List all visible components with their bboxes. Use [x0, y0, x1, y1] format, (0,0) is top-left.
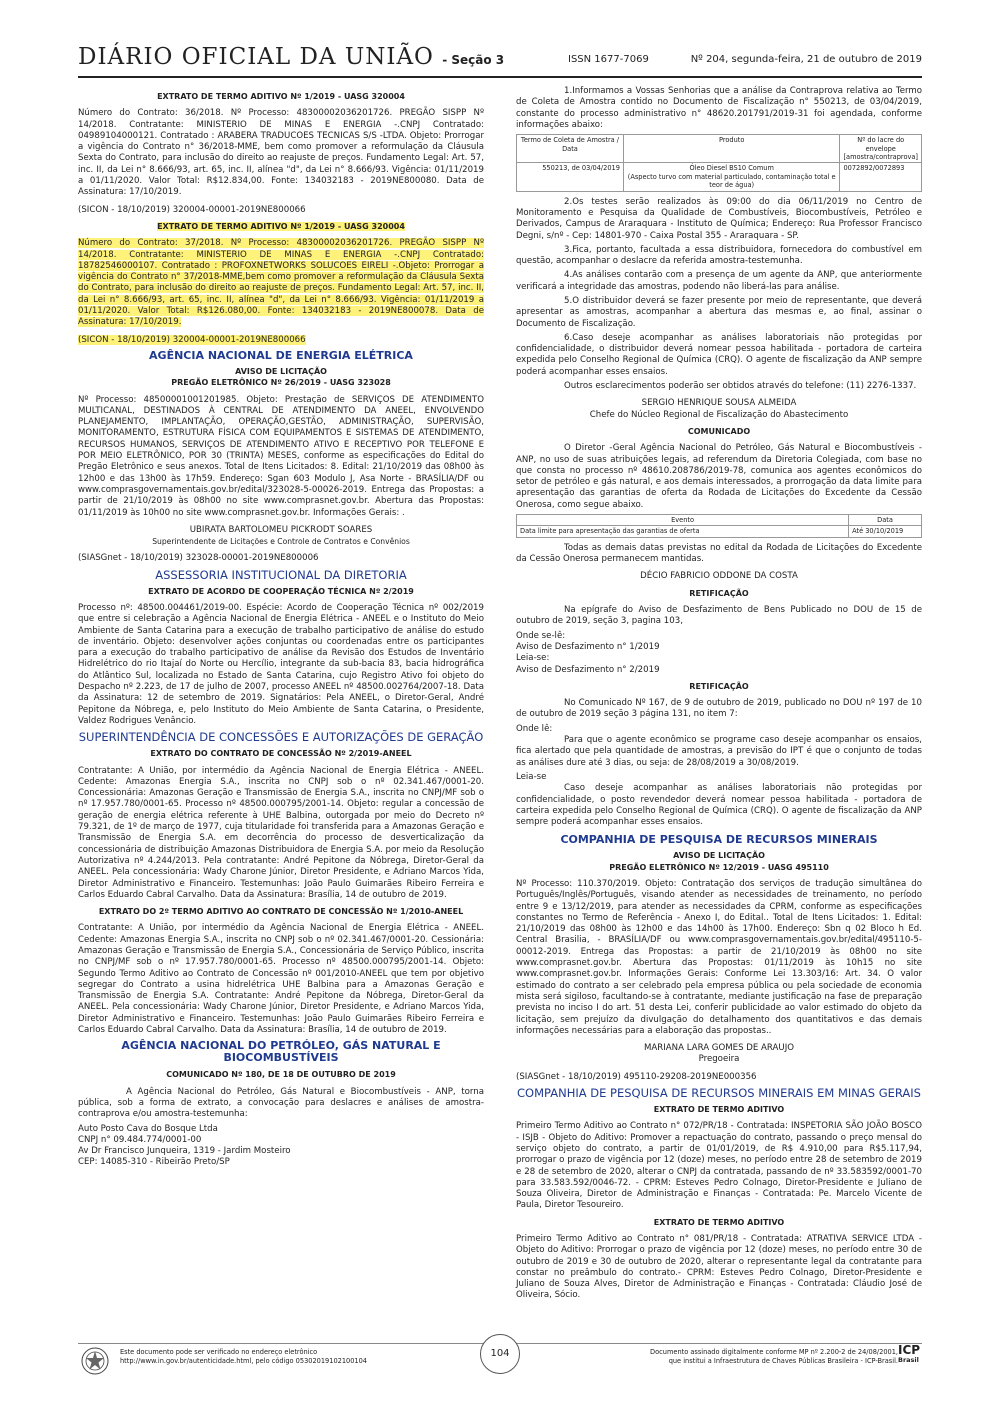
table-header: Nº do lacre do envelope [amostra/contraprova]: [840, 135, 922, 163]
section-heading: EXTRATO DO CONTRATO DE CONCESSÃO Nº 2/2019-ANEEL: [150, 749, 412, 759]
left-column: [78, 86, 484, 1169]
table-row: [517, 163, 922, 191]
product-note: (Aspecto turvo com material particulado, contaminação total e teor de água): [627, 172, 836, 190]
table-header: Evento: [517, 515, 849, 526]
footer-text: Este documento pode ser verificado no endereço eletrônico: [120, 1348, 318, 1356]
section-heading: EXTRATO DO 2º TERMO ADITIVO AO CONTRATO DE CONCESSÃO Nº 1/2010-ANEEL: [98, 907, 464, 917]
body-text: Para que o agente econômico se programe caso deseje acompanhar os ensaios, fica alertado que pela quantidade de amostras, a previsão do IPT é que o conjunto de todas as análises dure até 3 dias, ou seja: de 28/08/2019 a 30/08/2019.: [516, 735, 922, 768]
footer-text: que institui a Infraestrutura de Chaves Públicas Brasileira - ICP-Brasil.: [668, 1357, 898, 1365]
table-cell: Data limite para apresentação das garantias de oferta: [517, 526, 849, 537]
body-text: Contratante: A União, por intermédio da Agência Nacional de Energia Elétrica - ANEEL. Cedente: Amazonas Energia S.A., inscrita no CNPJ sob o nº 02.341.467/0001-20. Cessionária: Amazonas Geração e Transmissão de Energia S.A., Concessionária de Serviço Público, inscrita no CNPJ/MF sob o nº 17.957.780/0001-65. Processo nº 48500.000795/2001-14. Objeto: Segundo Termo Aditivo ao Contrato de Concessão nº 001/2010-ANEEL que tem por objetivo segregar do Contrato a usina hidrelétrica UHE Balbina para a Amazonas Geração e Transmissão de Energia S.A. Contratante: André Pepitone da Nóbrega, Diretor-Geral da ANEEL. Pela concessionária: Wady Charone Júnior, Diretor Presidente, e Adriano Marcos Yida, Diretor Administrativo e Financeiro. Testemunhas: João Paulo Guimarães Ribeiro Ferreira e Carlos Eduardo Cabral Carvalho. Data da Assinatura: Brasília, 14 de outubro de 2019.: [78, 923, 484, 1036]
product-name: Óleo Diesel BS10 Comum: [689, 164, 774, 173]
table-header: Data: [849, 515, 922, 526]
address-line: CEP: 14085-310 - Ribeirão Preto/SP: [78, 1157, 230, 1168]
address-line: Av Dr Francisco Junqueira, 1319 - Jardim Mosteiro: [78, 1146, 291, 1157]
coat-of-arms-icon: [80, 1346, 110, 1376]
org-title: COMPANHIA DE PESQUISA DE RECURSOS MINERAIS EM MINAS GERAIS: [517, 1086, 921, 1101]
section-heading: EXTRATO DE ACORDO DE COOPERAÇÃO TÉCNICA Nº 2/2019: [148, 586, 414, 596]
section-heading: RETIFICAÇÃO: [689, 588, 749, 598]
body-text: No Comunicado Nº 167, de 9 de outubro de 2019, publicado no DOU nº 197 de 10 de outubro de 2019 seção 3 página 131, no item 7:: [516, 698, 922, 720]
signature-role: Pregoeira: [698, 1054, 740, 1065]
body-text: Na epígrafe do Aviso de Desfazimento de Bens Publicado no DOU de 15 de outubro de 2019, seção 3, pagina 103,: [516, 605, 922, 627]
body-text: Outros esclarecimentos poderão ser obtidos através do telefone: (11) 2276-1337.: [564, 381, 917, 392]
deadline-table: [516, 514, 922, 538]
table-cell: [623, 163, 840, 191]
issn: ISSN 1677-7069: [568, 54, 649, 65]
section-heading: RETIFICAÇÃO: [689, 681, 749, 691]
table-header-row: [517, 135, 922, 163]
section-heading: COMUNICADO: [687, 426, 751, 436]
org-title: ASSESSORIA INSTITUCIONAL DA DIRETORIA: [155, 567, 407, 582]
table-cell: 0072892/0072893: [840, 163, 922, 191]
body-text: Contratante: A União, por intermédio da Agência Nacional de Energia Elétrica - ANEEL. Cedente: Amazonas Energia S.A., inscrita no CNPJ sob o nº 02.341.467/0001-20. Concessionária: Amazonas Geração e Transmissão de Energia S.A., inscrita no CNPJ/MF sob o nº 17.957.780/0001-65. Processo nº 48500.000795/2001-14. Objeto: regular a concessão de geração de energia elétrica referente à UHE Balbina, outorgada por meio do Decreto nº 79.321, de 1º de março de 1977, cuja titularidade foi transferida para a Amazonas Geração e Transmissão de Energia S.A. em decorrência do processo de desverticalização da concessionária de distribuição Amazonas Distribuidora de Energia S.A. por meio da Resolução Autorizativa nº 4.244/2013. Pela contratante: André Pepitone da Nóbrega, Diretor-Geral da ANEEL. Pela concessionária: Wady Charone Júnior, Diretor Presidente, e Adriano Marcos Yida, Diretor Administrativo e Financeiro. Testemunhas: João Paulo Guimarães Ribeiro Ferreira e Carlos Eduardo Cabral Carvalho. Data da Assinatura: Brasília, 14 de outubro de 2019.: [78, 765, 484, 900]
highlighted-body-text: Número do Contrato: 37/2018. Nº Processo: 48300002036201726. PREGÃO SISPP Nº 14/2018. Contratante: MINISTERIO DE MINAS E ENERGIA -.CNPJ Contratado: 18782546000107. Contratado : PROFOXNETWORKS SOLUCOES EIRELI -.Objeto: Prorrogar a vigência do Contrato n° 37/2018-MME,bem como promover a reformulação da Cláusula Sexta do Contrato, para inclusão do direito ao reajuste de preços. Fundamento Legal: Art. 57, inc. II, da Lei n° 8.666/93, art. 65, inc. II, alínea "d", da Lei n° 8.666/93. Vigência: 01/11/2019 a 01/11/2020. Valor Total: R$126.080,00. Fonte: 134032183 - 2019NE800078. Data de Assinatura: 17/10/2019.: [78, 238, 484, 328]
body-text: 6.Caso deseje acompanhar as análises laboratoriais não protegidas por confidencialidade, o distribuidor deverá nomear pessoa habilitada - portadora de carteira expedida pelo Conselho Regional de Química (CRQ). O agente de fiscalização da ANP sempre poderá acompanhar esses ensaios.: [516, 332, 922, 377]
title-text: DIÁRIO OFICIAL DA UNIÃO: [78, 44, 434, 70]
icp-logo-text: ICP: [898, 1343, 921, 1357]
footer-verification: [120, 1348, 367, 1366]
footer-text: Documento assinado digitalmente conforme MP nº 2.200-2 de 24/08/2001,: [650, 1348, 898, 1356]
text-line: Aviso de Desfazimento n° 2/2019: [516, 664, 660, 675]
text-line: Onde se-lê:: [516, 630, 566, 641]
table-header: Produto: [623, 135, 840, 163]
body-text: 4.As análises contarão com a presença de um agente da ANP, que anteriormente verificará a integridade das amostras, podendo não liberá-las para análise.: [516, 270, 922, 292]
newspaper-title: [78, 44, 504, 70]
body-text: A Agência Nacional do Petróleo, Gás Natural e Biocombustíveis - ANP, torna pública, sob a forma de extrato, a convocação para deslacres e análises de amostra-contraprova e/ou amostra-testemunha:: [78, 1086, 484, 1120]
org-title: SUPERINTENDÊNCIA DE CONCESSÕES E AUTORIZAÇÕES DE GERAÇÃO: [78, 730, 484, 745]
icp-brasil-logo: [898, 1344, 924, 1364]
body-text: 5.O distribuidor deverá se fazer presente por meio de representante, que deverá apresentar as amostras, acompanhar a abertura das mesmas e, ao final, assinar o Documento de Fiscalização.: [516, 296, 922, 329]
page-number: 104: [480, 1334, 520, 1374]
section-heading: EXTRATO DE TERMO ADITIVO: [653, 1105, 785, 1115]
body-text: O Diretor -Geral Agência Nacional do Petróleo, Gás Natural e Biocombustíveis - ANP, no uso de suas atribuições legais, ad referendum da Diretoria Colegiada, com base no que consta no processo nº 48610.208786/2019-78, comunica aos agentes econômicos do setor de petróleo e gás natural, e aos demais interessados, a prorrogação da data limite para apresentação das garantias de oferta da Rodada de Licitações do Excedente da Cessão Onerosa, como segue abaixo.: [516, 443, 922, 510]
siasg-ref: (SIASGnet - 18/10/2019) 323028-00001-2019NE800006: [78, 553, 319, 564]
table-cell: 550213, de 03/04/2019: [517, 163, 624, 191]
table-header-row: [517, 515, 922, 526]
body-text: Primeiro Termo Aditivo ao Contrato n° 072/PR/18 - Contratada: INSPETORIA SÃO JOÃO BOSCO - ISJB - Objeto do Aditivo: Promover a repactuação do contrato, passando o preço mensal do serviço objeto do contrato, a partir de 01/01/2019, de R$ 4.910,00 para R$5.117,94, prorrogar o prazo de vigência por 12 (doze) meses, no período entre 28 de setembro de 2019 e 28 de setembro de 2020, alterar o CNPJ da contratada, passando de nº 33.583592/0001-70 para 33.583.592/0046-72. - CPRM: Esteves Pedro Colnago, Diretor-Presidente e Juliano de Souza Oliveira, Diretor de Administração e Finanças - Contratada: Pe. Marcelo Vicente de Paula, Diretor Tesoureiro.: [516, 1121, 922, 1211]
verification-link[interactable]: http://www.in.gov.br/autenticidade.html, pelo código 05302019102100104: [120, 1357, 368, 1365]
body-text: Número do Contrato: 36/2018. Nº Processo: 48300002036201726. PREGÃO SISPP Nº 14/2018. Contratante: MINISTERIO DE MINAS E ENERGIA -.CNPJ Contratado: 04989104000121. Contratado : ARABERA TRADUCOES TECNICAS S/S -LTDA. Objeto: Prorrogar a vigência do Contrato n° 36/2018-MME, bem como promover a reformulação da Cláusula Sexta do Contrato, para inclusão do direito ao reajuste de preços. Fundamento Legal: Art. 57, inc. II, da Lei n° 8.666/93, art. 65, inc. II, alínea "d", da Lei n° 8.666/93. Vigência: 01/11/2019 a 01/11/2020. Valor Total: R$12.834,00. Fonte: 134032183 - 2019NE800080. Data de Assinatura: 17/10/2019.: [78, 108, 484, 198]
footer-signature: [650, 1348, 898, 1366]
signature-name: SERGIO HENRIQUE SOUSA ALMEIDA: [641, 398, 797, 409]
table-header: Termo de Coleta de Amostra / Data: [517, 135, 624, 163]
body-text: Todas as demais datas previstas no edital da Rodada de Licitações do Excedente da Cessão Onerosa permanecem mantidas.: [516, 542, 922, 565]
sample-table: [516, 134, 922, 191]
text-line: Onde lê:: [516, 723, 553, 734]
body-text: 3.Fica, portanto, facultada a essa distribuidora, fornecedora do combustível em questão, acompanhar o deslacre da referida amostra-testemunha.: [516, 244, 922, 267]
section-heading: EXTRATO DE TERMO ADITIVO Nº 1/2019 - UASG 320004: [157, 92, 405, 101]
section-heading: COMUNICADO Nº 180, DE 18 DE OUTUBRO DE 2019: [166, 1070, 396, 1080]
text-line: Leia-se:: [516, 653, 550, 664]
right-column: [516, 86, 922, 1305]
signature-role: Chefe do Núcleo Regional de Fiscalização do Abastecimento: [589, 409, 849, 420]
highlighted-body: [78, 238, 484, 328]
section-heading: AVISO DE LICITAÇÃO: [673, 851, 765, 861]
highlighted-sicon-text: (SICON - 18/10/2019) 320004-00001-2019NE800066: [78, 334, 306, 345]
signature-role: Superintendente de Licitações e Controle de Contratos e Convênios: [152, 537, 410, 547]
body-text: Processo nº: 48500.004461/2019-00. Espécie: Acordo de Cooperação Técnica nº 002/2019 que entre si celebração a Agência Nacional de Energia Elétrica - ANEEL e o Instituto do Meio Ambiente de Santa Catarina para a execução de trabalho participativo de análise do estudo de inventário. Objeto: desenvolver ações conjuntas ou coordenadas entre os participantes para a execução do trabalho participativo de análise da Revisão dos Estudos de Inventário Hidrelétrico do rio Itajaí do Norte ou Hercílio, integrante da sub-bacia 83, bacia hidrográfica do Atlântico Sul, localizada no Estado de Santa Catarina, cujo Registro Ativo foi objeto do Despacho nº 2.223, de 17 de julho de 2007, processo ANEEL nº 48500.002764/2007-18. Data da Assinatura: 12 de setembro de 2019. Signatários: Pela ANEEL, o Diretor-Geral, André Pepitone da Nóbrega, e, pelo Instituto do Meio Ambiente de Santa Catarina, o Presidente, Valdez Rodrigues Venâncio.: [78, 602, 484, 726]
text-line: Aviso de Desfazimento n° 1/2019: [516, 641, 660, 652]
signature-name: MARIANA LARA GOMES DE ARAUJO: [643, 1043, 795, 1054]
signature-name: UBIRATA BARTOLOMEU PICKRODT SOARES: [189, 524, 373, 535]
address-line: CNPJ n° 09.484.774/0001-00: [78, 1134, 202, 1145]
address-line: Auto Posto Cava do Bosque Ltda: [78, 1123, 218, 1134]
signature: [78, 525, 484, 548]
siasg-ref: (SIASGnet - 18/10/2019) 495110-29208-2019NE000356: [516, 1071, 757, 1082]
highlighted-heading-text: EXTRATO DE TERMO ADITIVO Nº 1/2019 - UASG 320004: [157, 221, 405, 231]
signature: [516, 398, 922, 421]
masthead: [78, 44, 922, 72]
body-text: Nº Processo: 48500001001201985. Objeto: Prestação de SERVIÇOS DE ATENDIMENTO MULTICANAL, DESTINADOS À CENTRAL DE ATENDIMENTO DA ANEEL, ENVOLVENDO PLANEJAMENTO, IMPLANTAÇÃO, OPERAÇÃO,GESTÃO, ADMINISTRAÇÃO, SUPERVISÃO, MONITORAMENTO, ESTRUTURA FÍSICA COM EQUIPAMENTOS E SISTEMAS DE ATENDIMENTO, RECURSOS HUMANOS, SERVIÇOS DE ATENDIMENTO ATIVO E RECEPTIVO POR TELEFONE E POR MEIO ELETRÔNICO, POR 30 (TRINTA) MESES, conforme as especificações do Edital do Pregão Eletrônico e seus anexos. Total de Itens Licitados: 8. Edital: 21/10/2019 das 08h00 às 12h00 e das 13h00 às 17h59. Endereço: Sgan 603 Modulo J, Asa Norte - BRASÍLIA/DF ou www.comprasgovernamentais.gov.br/edital/323028-5-00026-2019. Entrega das Propostas: a partir de 21/10/2019 às 08h00 no site www.comprasnet.gov.br. Abertura das Propostas: 01/11/2019 às 10h00 no site www.comprasnet.gov.br. Informações Gerais: .: [78, 394, 484, 518]
edition-date: Nº 204, segunda-feira, 21 de outubro de 2019: [690, 54, 922, 65]
sicon-ref: (SICON - 18/10/2019) 320004-00001-2019NE800066: [78, 204, 306, 215]
body-text: Primeiro Termo Aditivo ao Contrato n° 081/PR/18 - Contratada: ATRATIVA SERVICE LTDA - Objeto do Aditivo: Prorrogar o prazo de vigência por 12 (doze) meses, no período entre 30 de outubro de 2019 e 30 de outubro de 2020, alterar o representante legal da contratante para constar no preâmbulo do contrato.- CPRM: Esteves Pedro Colnago, Diretor-Presidente e Juliano de Souza Alves, Diretor de Administração e Finanças - Contratada: Cláudio José de Oliveira, Sócio.: [516, 1234, 922, 1301]
signature-name: DÉCIO FABRICIO ODDONE DA COSTA: [640, 571, 798, 582]
text-line: Leia-se: [516, 771, 547, 782]
highlighted-sicon: [78, 335, 484, 346]
section-heading: PREGÃO ELETRÔNICO Nº 26/2019 - UASG 323028: [171, 378, 391, 388]
org-title: AGÊNCIA NACIONAL DE ENERGIA ELÉTRICA: [149, 348, 413, 362]
table-cell: Até 30/10/2019: [849, 526, 922, 537]
section-heading: PREGÃO ELETRÔNICO Nº 12/2019 - UASG 495110: [609, 862, 829, 872]
body-text: 2.Os testes serão realizados às 09:00 do dia 06/11/2019 no Centro de Monitoramento e Pesquisa da Qualidade de Combustíveis, Biocombustíveis, Petróleo e Derivados, Campus de Araraquara - Instituto de Química; Endereço: Rua Professor Francisco Degni, s/nº - Cep: 14801-970 - Caixa Postal 355 - Araraquara - SP.: [516, 196, 922, 241]
body-text: Caso deseje acompanhar as análises laboratoriais não protegidas por confidencialidade, o posto revendedor deverá nomear pessoa habilitada - portadora de carteira expedida pelo Conselho Regional de Química (CRQ). O agente de fiscalização da ANP sempre poderá acompanhar esses ensaios.: [516, 783, 922, 828]
section-heading: EXTRATO DE TERMO ADITIVO: [653, 1217, 785, 1227]
body-text: 1.Informamos a Vossas Senhorias que a análise da Contraprova relativa ao Termo de Coleta de Amostra contido no Documento de Fiscalização n° 550213, de 03/04/2019, constante do processo administrativo n° 48620.201791/2019-31 foi agendada, conforme informações abaixo:: [516, 86, 922, 130]
body-text: Nº Processo: 110.370/2019. Objeto: Contratação dos serviços de tradução simultânea do Português/Inglês/Português, visando atender as necessidades de treinamento, no período entre 9 e 13/12/2019, para atender as necessidades da CPRM, conforme as especificações constantes no Termo de Referência - Anexo I, do Edital.. Total de Itens Licitados: 1. Edital: 21/10/2019 das 08h00 às 12h00 e das 14h00 às 17h00. Endereço: Sbn q 02 Bloco h Ed. Central Brasilia, - BRASÍLIA/DF ou www.comprasgovernamentais.gov.br/edital/495110-5-00012-2019. Entrega das Propostas: a partir de 21/10/2019 às 08h00 no site www.comprasnet.gov.br. Abertura das Propostas: 01/11/2019 às 10h15 no site www.comprasnet.gov.br. Informações Gerais: Conforme Lei 13.303/16: Art. 34. O valor estimado do contrato a ser celebrado pela empresa pública ou pela sociedade de economia mista será sigiloso, facultando-se à contratante, mediante justificação na fase de preparação prevista no inciso I do art. 51 desta Lei, conferir publicidade ao valor estimado do objeto da licitação, sem prejuízo da divulgação do detalhamento dos quantitativos e das demais informações necessárias para a elaboração das propostas..: [516, 878, 922, 1036]
icp-logo-subtext: Brasil: [898, 1356, 919, 1364]
header-rule: [78, 76, 922, 78]
highlighted-heading: [78, 221, 484, 232]
org-title: AGÊNCIA NACIONAL DO PETRÓLEO, GÁS NATURAL E BIOCOMBUSTÍVEIS: [121, 1039, 441, 1065]
section-label: - Seção 3: [442, 53, 505, 67]
signature: [516, 1043, 922, 1066]
org-title: COMPANHIA DE PESQUISA DE RECURSOS MINERAIS: [560, 833, 878, 847]
section-heading: AVISO DE LICITAÇÃO: [235, 366, 327, 376]
table-row: [517, 526, 922, 537]
